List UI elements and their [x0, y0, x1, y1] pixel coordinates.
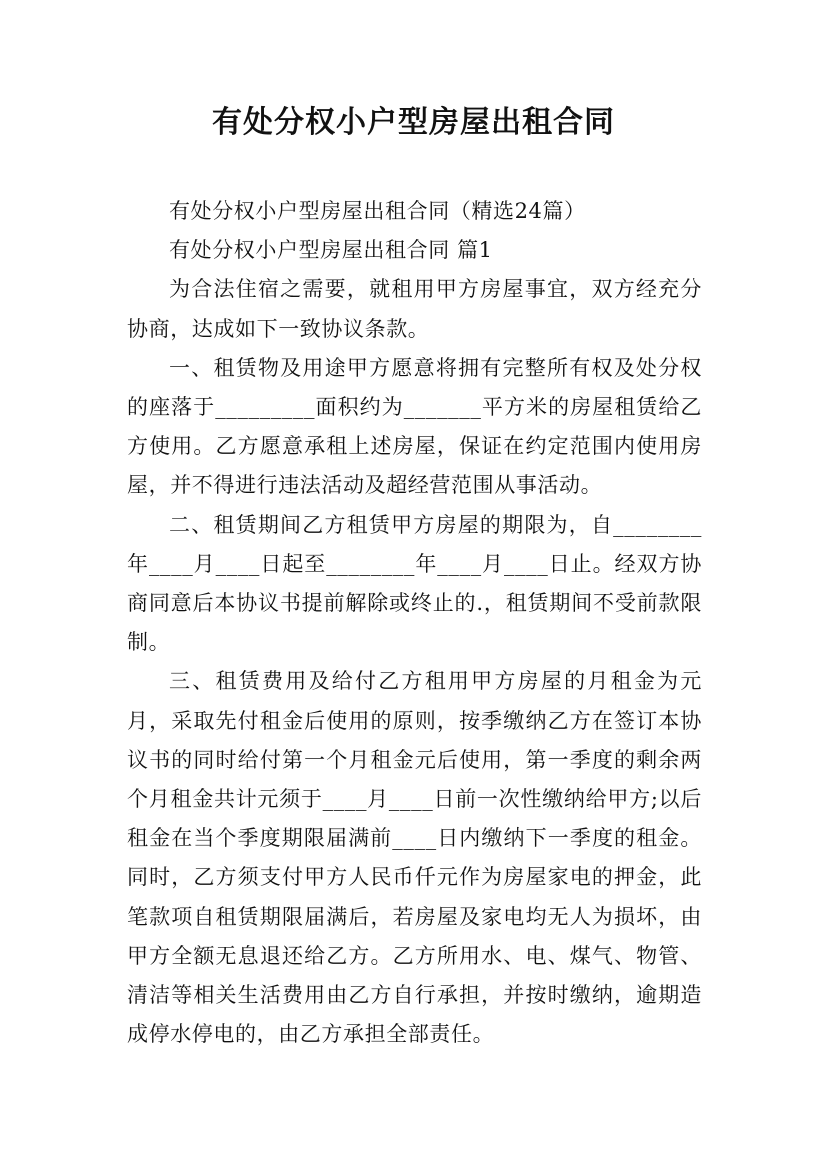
clause-2-paragraph: 二、租赁期间乙方租赁甲方房屋的期限为，自________年____月____日起至________年____月____日止。经双方协商同意后本协议书提前解除或终止的.，租赁期间不受前款限制。 [127, 512, 702, 655]
document-title: 有处分权小户型房屋出租合同 [212, 105, 615, 140]
document-body [127, 192, 702, 1054]
clause-1-paragraph: 一、租赁物及用途甲方愿意将拥有完整所有权及处分权的座落于_________面积约为_______平方米的房屋租赁给乙方使用。乙方愿意承租上述房屋，保证在约定范围内使用房屋，并不得进行违法活动及超经营范围从事活动。 [127, 355, 702, 498]
section-heading: 有处分权小户型房屋出租合同 篇1 [169, 238, 493, 263]
subtitle-paragraph: 有处分权小户型房屋出租合同（精选24篇） [169, 199, 586, 223]
clause-3-paragraph: 三、租赁费用及给付乙方租用甲方房屋的月租金为元月，采取先付租金后使用的原则，按季缴纳乙方在签订本协议书的同时给付第一个月租金元后使用，第一季度的剩余两个月租金共计元须于____月____日前一次性缴纳给甲方;以后租金在当个季度期限届满前____日内缴纳下一季度的租金。同时，乙方须支付甲方人民币仟元作为房屋家电的押金，此笔款项自租赁期限届满后，若房屋及家电均无人为损坏，由甲方全额无息退还给乙方。乙方所用水、电、煤气、物管、清洁等相关生活费用由乙方自行承担，并按时缴纳，逾期造成停水停电的，由乙方承担全部责任。 [127, 669, 702, 1047]
intro-paragraph: 为合法住宿之需要，就租用甲方房屋事宜，双方经充分协商，达成如下一致协议条款。 [127, 277, 702, 341]
